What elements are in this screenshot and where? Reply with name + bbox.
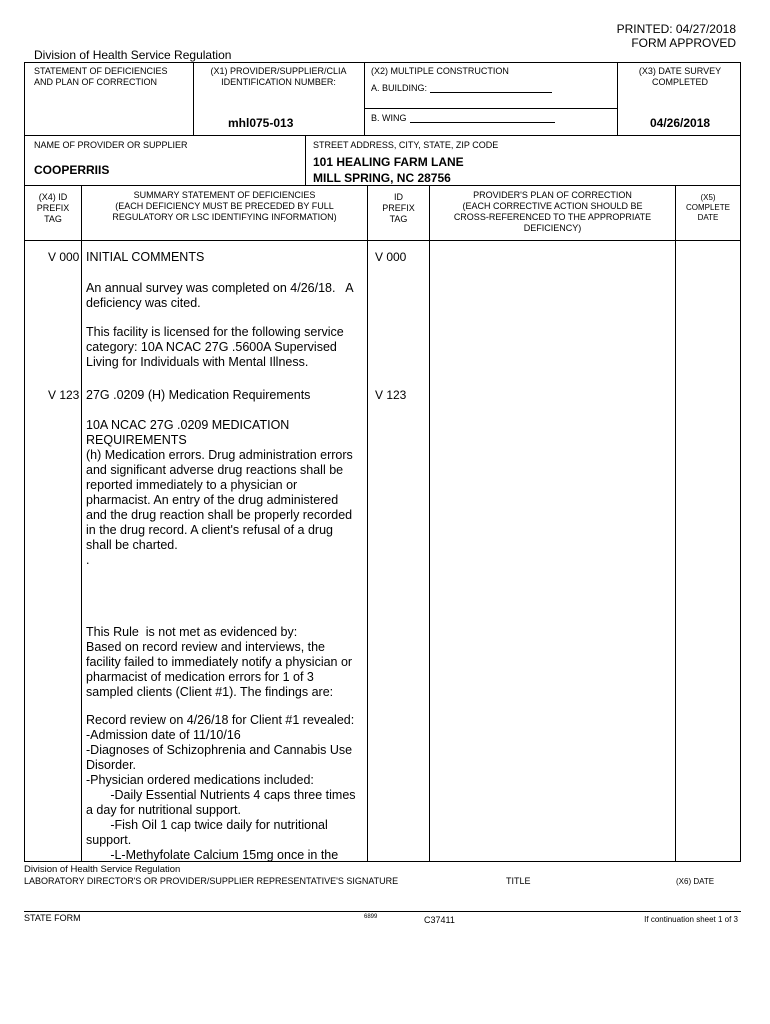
summary-header: SUMMARY STATEMENT OF DEFICIENCIES (EACH DEFICIENCY MUST BE PRECEDED BY FULL REGULATORY OR LSC IDENTIFYING INFORMATION) [112,190,337,222]
form-code: C37411 [424,915,455,925]
building-line [430,92,552,93]
footer-agency: Division of Health Service Regulation [24,864,181,875]
statement-label: STATEMENT OF DEFICIENCIES AND PLAN OF CORRECTION [34,66,168,87]
wing-line [410,122,555,123]
x4-header: (X4) ID PREFIX TAG [36,192,70,224]
x6-date-label: (X6) DATE [676,877,715,886]
agency-title: Division of Health Service Regulation [34,48,232,62]
provider-name-label: NAME OF PROVIDER OR SUPPLIER [34,140,188,150]
deficiency-heading: 27G .0209 (H) Medication Requirements [86,388,311,402]
provider-id: mhl075-013 [228,116,294,130]
signature-label: LABORATORY DIRECTOR'S OR PROVIDER/SUPPLIER REPRESENTATIVE'S SIGNATURE [24,876,399,886]
street-label: STREET ADDRESS, CITY, STATE, ZIP CODE [313,140,499,150]
title-label: TITLE [506,876,531,886]
building-label: A. BUILDING: [371,83,428,93]
x5-header: (X5) COMPLETE DATE [685,193,730,222]
x1-label: (X1) PROVIDER/SUPPLIER/CLIA IDENTIFICATION NUMBER: [210,66,347,87]
wing-label: B. WING [371,113,407,123]
continuation-label: If continuation sheet 1 of 3 [644,915,738,924]
tag-left-v000: V 000 [48,250,80,264]
findings-paragraph: This Rule is not met as evidenced by: Based on record review and interviews, the facility failed to immediately notify a physician or pharmacist of medication errors for 1 of 3 sampled clients (Client #1). The findings are: [86,625,353,699]
rule-text: 10A NCAC 27G .0209 MEDICATION REQUIREMENTS (h) Medication errors. Drug administration errors and significant adverse drug reactions shall be reported immediately to a physician or pharmacist. An entry of the drug administered and the drug reaction shall be properly recorded in the drug record. A client's refusal of a drug shall be charted. . [86,418,353,567]
tag-right-v000: V 000 [375,250,407,264]
provider-name: COOPERRIIS [34,163,110,177]
tag-right-v123: V 123 [375,388,407,402]
form-approved: FORM APPROVED [631,36,736,50]
tag-left-v123: V 123 [48,388,80,402]
license-paragraph: This facility is licensed for the following service category: 10A NCAC 27G .5600A Supervised Living for Individuals with Mental Illness. [86,325,344,369]
survey-paragraph: An annual survey was completed on 4/26/18. A deficiency was cited. [86,281,354,310]
street-line2: MILL SPRING, NC 28756 [313,171,451,185]
state-form-label: STATE FORM [24,913,81,923]
x2-label: (X2) MULTIPLE CONSTRUCTION [371,66,509,76]
printed-date: PRINTED: 04/27/2018 [616,22,736,36]
initial-comments-heading: INITIAL COMMENTS [86,250,205,264]
street-line1: 101 HEALING FARM LANE [313,155,464,169]
survey-date: 04/26/2018 [650,116,711,130]
record-review-paragraph: Record review on 4/26/18 for Client #1 revealed: -Admission date of 11/10/16 -Diagnoses of Schizophrenia and Cannabis Use Disorder. -Physician ordered medications included: -Daily Essential Nutrients 4 caps three times a day for nutritional support. -Fish Oil 1 cap twice daily for nutritional support. -L-Methyfolate Calcium 15mg once in the [86,713,356,862]
plan-header: PROVIDER'S PLAN OF CORRECTION (EACH CORRECTIVE ACTION SHOULD BE CROSS-REFERENCED TO THE APPROPRIATE DEFICIENCY) [453,190,652,233]
form-number: 6899 [364,914,378,920]
x3-label: (X3) DATE SURVEY COMPLETED [638,66,722,87]
id-header: ID PREFIX TAG [382,192,415,224]
